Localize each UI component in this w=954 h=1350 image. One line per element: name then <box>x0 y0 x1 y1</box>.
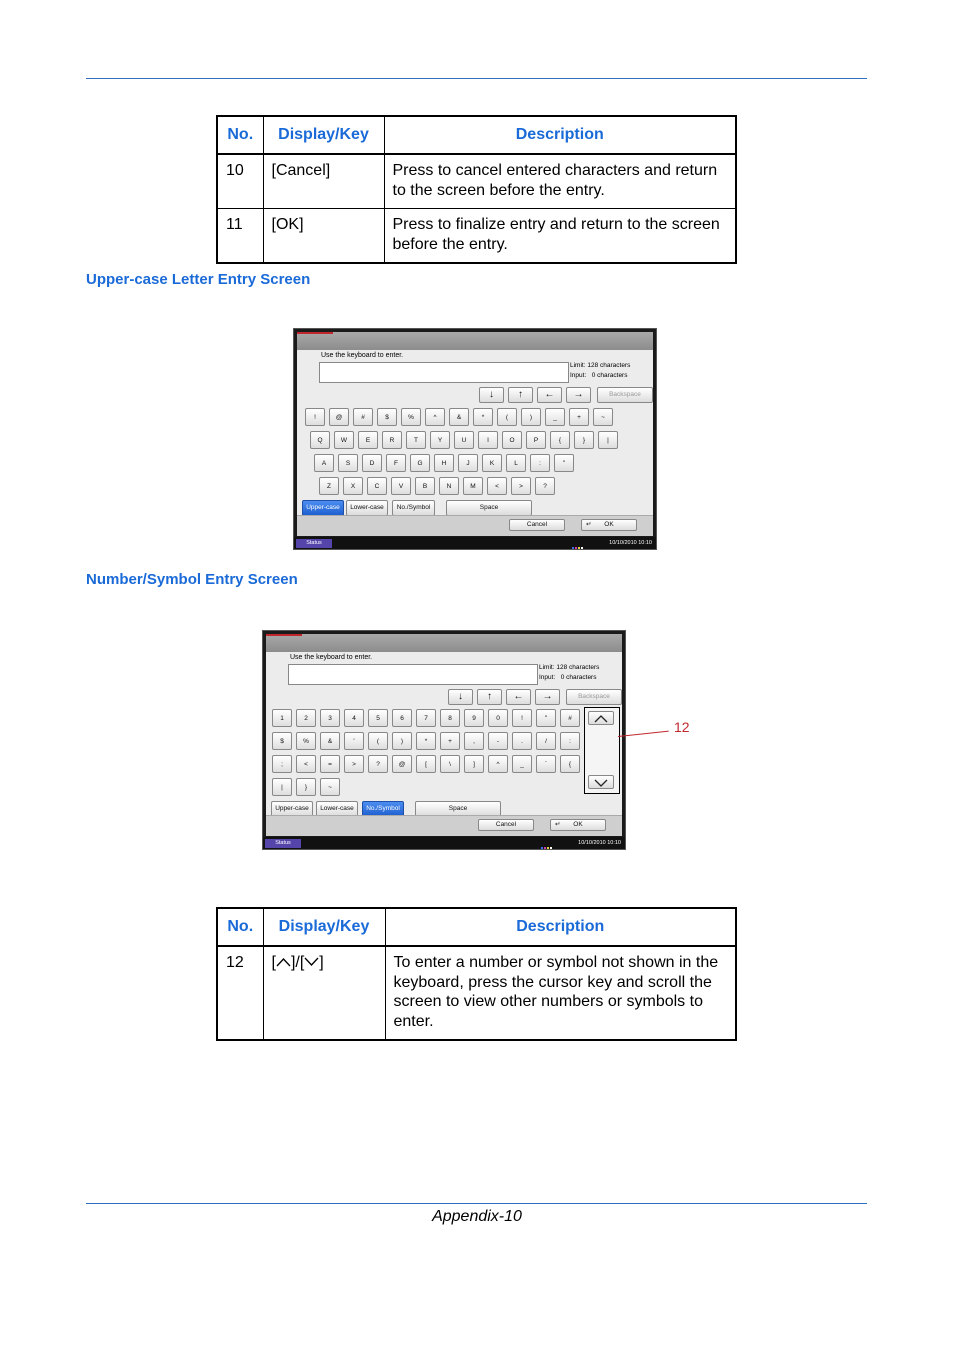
key-button[interactable]: { <box>560 755 580 773</box>
status-bar <box>263 837 625 849</box>
key-button[interactable]: : <box>560 732 580 750</box>
key-button[interactable]: * <box>473 408 493 426</box>
lowercase-mode-button[interactable]: Lower-case <box>316 801 358 817</box>
key-button[interactable]: I <box>478 431 498 449</box>
panel-titlebar <box>266 634 622 652</box>
symbol-mode-button[interactable]: No./Symbol <box>362 801 404 817</box>
key-button[interactable]: L <box>506 454 526 472</box>
key-button[interactable]: " <box>536 709 556 727</box>
limit-readout: Limit: 128 characters Input: 0 characters <box>539 664 600 681</box>
cancel-button[interactable]: Cancel <box>509 519 565 531</box>
key-button[interactable]: ! <box>305 408 325 426</box>
chevron-up-icon <box>276 957 291 967</box>
key-button[interactable]: < <box>487 477 507 495</box>
key-button[interactable]: # <box>560 709 580 727</box>
text-entry-field[interactable] <box>319 362 569 383</box>
row-key: [ ]/[ ] <box>263 946 385 1040</box>
row-key: [OK] <box>263 209 384 264</box>
prompt-text: Use the keyboard to enter. <box>290 654 373 661</box>
key-button[interactable]: 2 <box>296 709 316 727</box>
key-button[interactable]: J <box>458 454 478 472</box>
key-button[interactable]: > <box>344 755 364 773</box>
enter-icon: ↵ <box>555 821 561 828</box>
symbol-panel-screenshot <box>262 630 626 850</box>
action-strip <box>297 515 653 536</box>
row-no: 12 <box>217 946 263 1040</box>
key-button[interactable]: # <box>353 408 373 426</box>
header-description: Description <box>385 908 736 946</box>
key-button[interactable]: } <box>574 431 594 449</box>
key-button[interactable]: & <box>449 408 469 426</box>
uppercase-mode-button[interactable]: Upper-case <box>271 801 313 817</box>
key-button[interactable]: \ <box>440 755 460 773</box>
key-button[interactable]: C <box>367 477 387 495</box>
key-button[interactable]: 4 <box>344 709 364 727</box>
key-button[interactable]: H <box>434 454 454 472</box>
scroll-down-button[interactable] <box>588 775 614 789</box>
page-footer: Appendix-10 <box>432 1208 522 1225</box>
key-button[interactable]: P <box>526 431 546 449</box>
key-button[interactable]: R <box>382 431 402 449</box>
key-button[interactable]: + <box>569 408 589 426</box>
callout-number: 12 <box>674 719 690 735</box>
key-button[interactable]: S <box>338 454 358 472</box>
key-table-1 <box>216 115 737 264</box>
key-button[interactable]: K <box>482 454 502 472</box>
uppercase-panel-screenshot <box>293 328 657 550</box>
table-row <box>217 154 736 209</box>
key-button[interactable]: @ <box>392 755 412 773</box>
backspace-button[interactable]: Backspace <box>597 387 653 403</box>
key-button[interactable]: * <box>416 732 436 750</box>
key-button[interactable]: = <box>320 755 340 773</box>
key-button[interactable]: D <box>362 454 382 472</box>
backspace-button[interactable]: Backspace <box>566 689 622 705</box>
key-button[interactable]: { <box>550 431 570 449</box>
key-button[interactable]: X <box>343 477 363 495</box>
status-button[interactable]: Status <box>296 539 332 548</box>
key-button[interactable]: Q <box>310 431 330 449</box>
header-no: No. <box>217 908 263 946</box>
key-button[interactable]: 5 <box>368 709 388 727</box>
key-button[interactable]: , <box>464 732 484 750</box>
header-no: No. <box>217 116 263 154</box>
footer-rule <box>86 1203 867 1204</box>
key-button[interactable]: & <box>320 732 340 750</box>
prompt-text: Use the keyboard to enter. <box>321 352 404 359</box>
key-button[interactable]: - <box>488 732 508 750</box>
key-button[interactable]: F <box>386 454 406 472</box>
key-button[interactable]: ~ <box>320 778 340 796</box>
key-button[interactable]: Z <box>319 477 339 495</box>
toner-level-icon <box>541 838 553 847</box>
key-button[interactable]: % <box>401 408 421 426</box>
chevron-down-icon <box>594 778 608 788</box>
symbol-scroll-area <box>584 707 620 794</box>
key-button[interactable]: 0 <box>488 709 508 727</box>
cursor-up-button[interactable]: ↑ <box>508 387 533 403</box>
key-button[interactable]: ? <box>368 755 388 773</box>
ok-button[interactable]: ↵ OK <box>581 519 637 531</box>
key-button[interactable]: ) <box>392 732 412 750</box>
key-button[interactable]: < <box>296 755 316 773</box>
key-button[interactable]: ) <box>521 408 541 426</box>
cursor-down-button[interactable]: ↓ <box>479 387 504 403</box>
scroll-up-button[interactable] <box>588 711 614 725</box>
panel-titlebar <box>297 332 653 350</box>
space-button[interactable]: Space <box>446 500 532 516</box>
key-button[interactable]: 3 <box>320 709 340 727</box>
key-button[interactable]: + <box>440 732 460 750</box>
panel-body <box>266 634 622 836</box>
key-button[interactable]: U <box>454 431 474 449</box>
section-heading-number: Number/Symbol Entry Screen <box>86 571 298 588</box>
key-button[interactable]: G <box>410 454 430 472</box>
key-button[interactable]: : <box>530 454 550 472</box>
row-no: 11 <box>217 209 263 264</box>
cursor-left-button[interactable]: ← <box>506 689 531 705</box>
ok-button[interactable]: ↵ OK <box>550 819 606 831</box>
table-row <box>217 946 736 1040</box>
status-bar <box>294 537 656 549</box>
datetime-readout: 10/10/2010 10:10 <box>609 540 652 546</box>
key-button[interactable]: ( <box>497 408 517 426</box>
key-button[interactable]: M <box>463 477 483 495</box>
chevron-up-icon <box>594 714 608 724</box>
key-button[interactable]: > <box>511 477 531 495</box>
key-button[interactable]: ~ <box>593 408 613 426</box>
key-button[interactable]: ^ <box>425 408 445 426</box>
panel-body <box>297 332 653 536</box>
text-entry-field[interactable] <box>288 664 538 685</box>
header-display-key: Display/Key <box>263 908 385 946</box>
key-button[interactable]: 6 <box>392 709 412 727</box>
key-button[interactable]: E <box>358 431 378 449</box>
enter-icon: ↵ <box>586 521 592 528</box>
chevron-down-icon <box>304 957 319 967</box>
cursor-left-button[interactable]: ← <box>537 387 562 403</box>
key-button[interactable]: _ <box>545 408 565 426</box>
key-button[interactable]: [ <box>416 755 436 773</box>
action-strip <box>266 815 622 836</box>
cursor-up-button[interactable]: ↑ <box>477 689 502 705</box>
key-button[interactable]: 1 <box>272 709 292 727</box>
key-button[interactable]: O <box>502 431 522 449</box>
key-button[interactable]: / <box>536 732 556 750</box>
cursor-right-button[interactable]: → <box>535 689 560 705</box>
key-button[interactable]: | <box>598 431 618 449</box>
key-button[interactable]: 7 <box>416 709 436 727</box>
row-desc: To enter a number or symbol not shown in the keyboard, press the cursor key and scroll the screen to view other numbers or symbols to enter. <box>385 946 736 1040</box>
key-button[interactable]: ^ <box>488 755 508 773</box>
key-table-2 <box>216 907 737 1041</box>
key-button[interactable]: @ <box>329 408 349 426</box>
key-button[interactable]: ] <box>464 755 484 773</box>
key-button[interactable]: $ <box>272 732 292 750</box>
section-heading-upper: Upper-case Letter Entry Screen <box>86 271 311 288</box>
key-button[interactable]: V <box>391 477 411 495</box>
header-display-key: Display/Key <box>263 116 384 154</box>
toner-level-icon <box>572 538 584 547</box>
space-button[interactable]: Space <box>415 801 501 817</box>
row-desc: Press to cancel entered characters and return to the screen before the entry. <box>384 154 736 209</box>
key-button[interactable]: . <box>512 732 532 750</box>
key-button[interactable]: ( <box>368 732 388 750</box>
row-no: 10 <box>217 154 263 209</box>
header-description: Description <box>384 116 736 154</box>
key-button[interactable]: ? <box>535 477 555 495</box>
key-button[interactable]: ` <box>536 755 556 773</box>
header-rule <box>86 78 867 79</box>
key-button[interactable]: % <box>296 732 316 750</box>
lowercase-mode-button[interactable]: Lower-case <box>346 500 388 516</box>
key-button[interactable]: A <box>314 454 334 472</box>
cursor-down-button[interactable]: ↓ <box>448 689 473 705</box>
symbol-mode-button[interactable]: No./Symbol <box>392 500 435 516</box>
key-button[interactable]: 9 <box>464 709 484 727</box>
row-desc: Press to finalize entry and return to the screen before the entry. <box>384 209 736 264</box>
key-button[interactable]: $ <box>377 408 397 426</box>
limit-readout: Limit: 128 characters Input: 0 characters <box>570 362 631 379</box>
key-button[interactable]: N <box>439 477 459 495</box>
key-button[interactable]: 8 <box>440 709 460 727</box>
key-button[interactable]: ; <box>272 755 292 773</box>
key-button[interactable]: T <box>406 431 426 449</box>
uppercase-mode-button[interactable]: Upper-case <box>302 500 344 516</box>
key-button[interactable]: ! <box>512 709 532 727</box>
cancel-button[interactable]: Cancel <box>478 819 534 831</box>
key-button[interactable]: | <box>272 778 292 796</box>
key-button[interactable]: " <box>554 454 574 472</box>
row-key: [Cancel] <box>263 154 384 209</box>
key-button[interactable]: } <box>296 778 316 796</box>
key-button[interactable]: Y <box>430 431 450 449</box>
key-button[interactable]: _ <box>512 755 532 773</box>
key-button[interactable]: B <box>415 477 435 495</box>
status-button[interactable]: Status <box>265 839 301 848</box>
table-row <box>217 209 736 264</box>
key-button[interactable]: W <box>334 431 354 449</box>
cursor-right-button[interactable]: → <box>566 387 591 403</box>
key-button[interactable]: ' <box>344 732 364 750</box>
datetime-readout: 10/10/2010 10:10 <box>578 840 621 846</box>
